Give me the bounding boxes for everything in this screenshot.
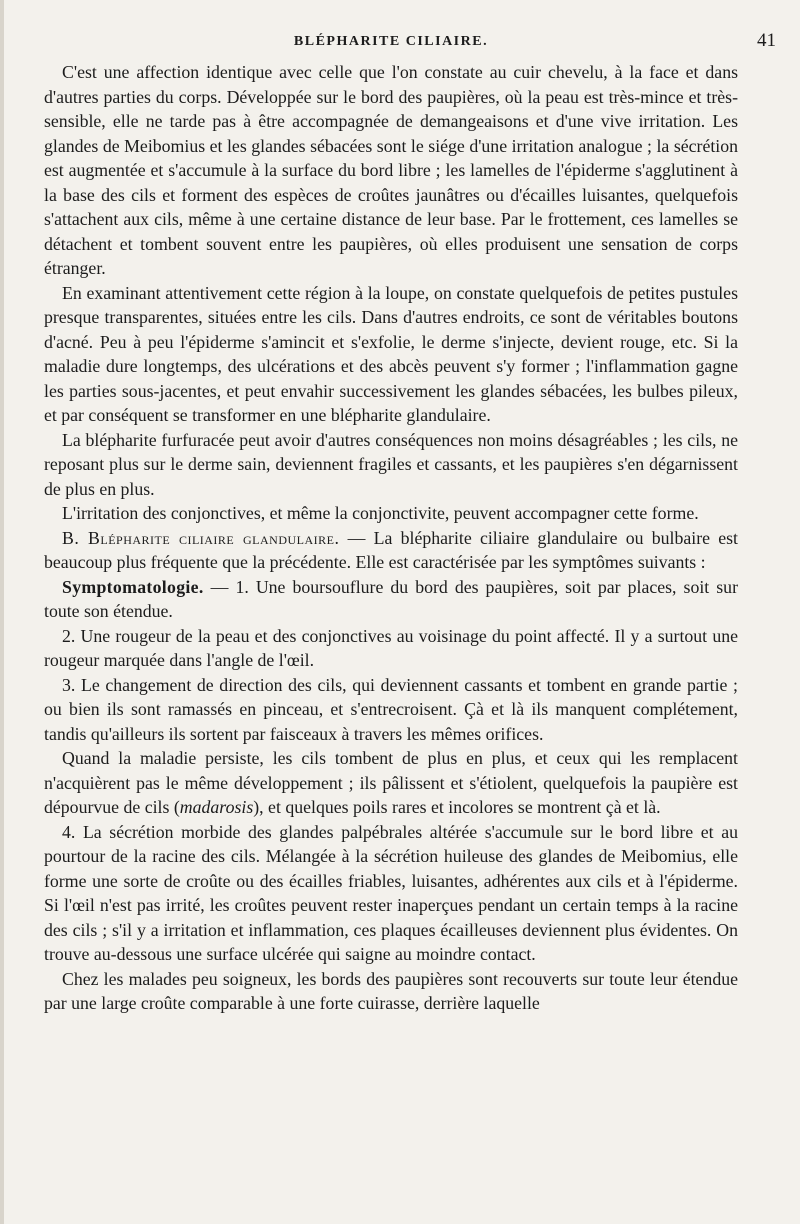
paragraph-4: L'irritation des conjonctives, et même la conjonctivite, peuvent accompagner cette forme. — [62, 503, 699, 523]
paragraph-2: En examinant attentivement cette région à la loupe, on constate quelquefois de petites pustules presque transparentes, situées entre les cils. Dans d'autres endroits, ce sont de véritables boutons d'acné. Peu à peu l'épiderme s'amincit et s'exfolie, le derme s'injecte, devient rouge, etc. Si la maladie dure longtemps, des ulcérations et des abcès peuvent s'y former ; l'inflammation gagne les parties sous-jacentes, et peut envahir successivement les glandes sébacées, les bulbes pileux, et par conséquent se transformer en une blépharite glandulaire. — [44, 282, 738, 425]
paragraph-7: 2. Une rougeur de la peau et des conjonctives au voisinage du point affecté. Il y a surtout une rougeur marquée dans l'angle de l'œil. — [44, 625, 738, 670]
madarosis-term: madarosis — [179, 797, 254, 817]
paragraph-11: Chez les malades peu soigneux, les bords des paupières sont recouverts sur toute leur étendue par une large croûte comparable à une forte cuirasse, derrière laquelle — [44, 968, 738, 1013]
paragraph-3: La blépharite furfuracée peut avoir d'autres conséquences non moins désagréables ; les cils, ne reposant plus sur le derme sain, deviennent fragiles et cassants, et les paupières s'en dégarnissent de plus en plus. — [44, 429, 738, 499]
body-text — [44, 60, 738, 1016]
paragraph-6-text: — 1. Une boursouflure du bord des paupières, soit par places, soit sur toute son étendue. — [44, 576, 738, 621]
paragraph-9 — [44, 746, 738, 820]
paragraph-5-text: — La blépharite ciliaire glandulaire ou bulbaire est beaucoup plus fréquente que la précédente. Elle est caractérisée par les symptômes suivants : — [44, 527, 738, 572]
paragraph-9-text-a: Quand la maladie persiste, les cils tombent de plus en plus, et ceux qui les remplacent n'acquièrent pas le même développement ; ils pâlissent et s'étiolent, quelquefois la paupière est dépourvue de cils ( — [44, 748, 738, 817]
section-heading-b: B. Blépharite ciliaire glandulaire. — [62, 527, 340, 548]
scan-shadow-edge — [0, 0, 4, 1224]
running-head: BLÉPHARITE CILIAIRE. — [293, 34, 489, 49]
paragraph-10: 4. La sécrétion morbide des glandes palpébrales altérée s'accumule sur le bord libre et au pourtour de la racine des cils. Mélangée à la sécrétion huileuse des glandes de Meibomius, elle forme une sorte de croûte ou des écailles friables, luisantes, adhérentes aux cils et à l'épiderme. Si l'œil n'est pas irrité, les croûtes peuvent rester inaperçues pendant un certain temps à la racine des cils ; s'il y a irritation et inflammation, ces plaques écailleuses deviennent plus évidentes. On trouve au-dessous une surface ulcérée qui saigne au moindre contact. — [44, 821, 738, 964]
page-header — [44, 26, 776, 60]
symptomatologie-heading: Symptomatologie. — [62, 576, 204, 597]
paragraph-8: 3. Le changement de direction des cils, qui deviennent cassants et tombent en grande partie ; ou bien ils sont ramassés en pinceau, et s'entrecroisent. Çà et là ils manquent complétement, tandis qu'ailleurs ils sortent par faisceaux à travers les mêmes orifices. — [44, 674, 738, 744]
page-number: 41 — [757, 30, 776, 51]
paragraph-9-text-b: ), et quelques poils rares et incolores se montrent çà et là. — [253, 797, 661, 817]
paragraph-5 — [44, 526, 738, 575]
paragraph-1: C'est une affection identique avec celle que l'on constate au cuir chevelu, à la face et dans d'autres parties du corps. Développée sur le bord des paupières, où la peau est très-mince et très-sensible, elle ne tarde pas à être accompagnée de demangeaisons et d'une vive irritation. Les glandes de Meibomius et les glandes sébacées sont le siége d'une irritation analogue ; la sécrétion est augmentée et s'accumule à la surface du bord libre ; les lamelles de l'épiderme s'agglutinent à la base des cils et forment des espèces de croûtes jaunâtres ou d'écailles luisantes, quelquefois s'attachent aux cils, même à une certaine distance de leur base. Par le frottement, ces lamelles se détachent et tombent souvent entre les paupières, où elles produisent une sensation de corps étranger. — [44, 62, 738, 278]
paragraph-6 — [44, 575, 738, 624]
